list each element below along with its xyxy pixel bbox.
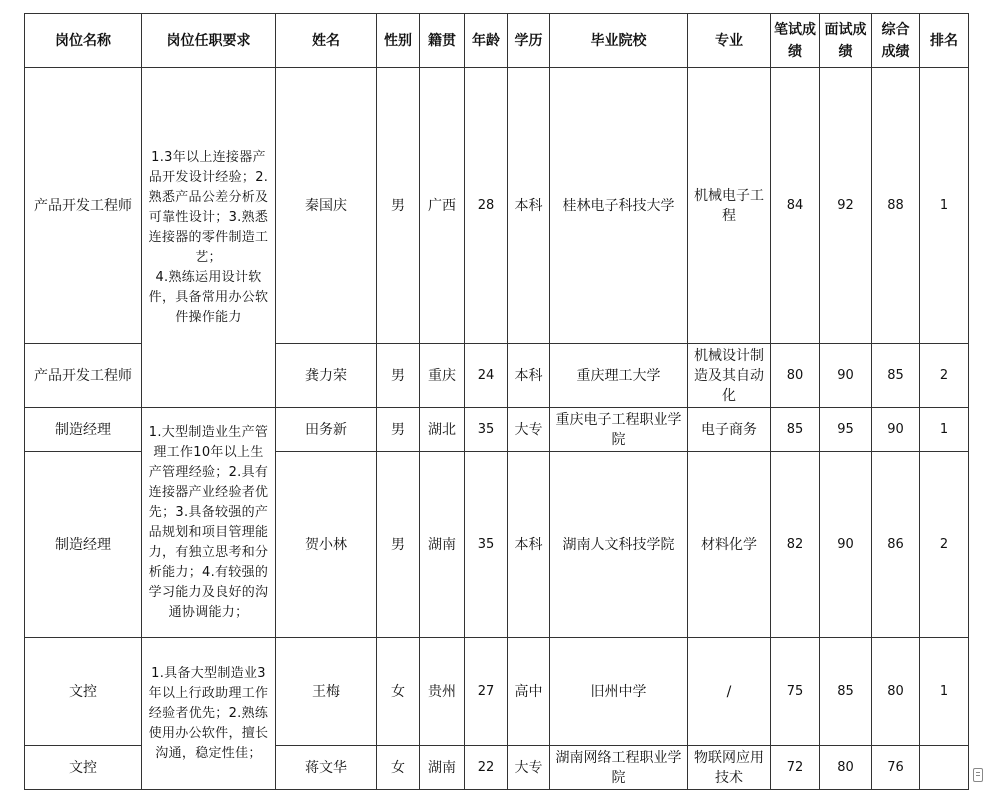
cell-gender: 男	[377, 344, 420, 408]
header-native-place: 籍贯	[420, 14, 465, 68]
cell-interview-score: 85	[820, 638, 872, 746]
cell-total-score: 88	[872, 68, 920, 344]
cell-education: 大专	[508, 408, 550, 452]
cell-rank: 1	[920, 68, 969, 344]
cell-gender: 男	[377, 68, 420, 344]
cell-written-score: 80	[771, 344, 820, 408]
header-row	[25, 14, 969, 68]
cell-school: 重庆电子工程职业学院	[550, 408, 688, 452]
cell-requirements: 1.大型制造业生产管理工作10年以上生产管理经验；2.具有连接器产业经验者优先；3.具备较强的产品规划和项目管理能力，有独立思考和分析能力；4.有较强的学习能力及良好的沟通协调能力；	[142, 408, 276, 638]
cell-major: 物联网应用技术	[688, 746, 771, 790]
cell-gender: 男	[377, 408, 420, 452]
cell-written-score: 85	[771, 408, 820, 452]
cell-interview-score: 90	[820, 452, 872, 638]
cell-gender: 男	[377, 452, 420, 638]
cell-requirements: 1.3年以上连接器产品开发设计经验；2.熟悉产品公差分析及可靠性设计；3.熟悉连接器的零件制造工艺； 4.熟练运用设计软件，具备常用办公软件操作能力	[142, 68, 276, 408]
cell-requirements: 1.具备大型制造业3年以上行政助理工作经验者优先；2.熟练使用办公软件，擅长沟通，稳定性佳；	[142, 638, 276, 790]
cell-position: 文控	[25, 746, 142, 790]
header-requirements: 岗位任职要求	[142, 14, 276, 68]
cell-native-place: 重庆	[420, 344, 465, 408]
cell-education: 高中	[508, 638, 550, 746]
cell-major: 机械设计制造及其自动化	[688, 344, 771, 408]
cell-name: 秦国庆	[276, 68, 377, 344]
table-row	[25, 68, 969, 344]
cell-name: 龚力荣	[276, 344, 377, 408]
cell-total-score: 86	[872, 452, 920, 638]
cell-rank: 1	[920, 638, 969, 746]
cell-school: 湖南网络工程职业学院	[550, 746, 688, 790]
cell-written-score: 75	[771, 638, 820, 746]
cell-gender: 女	[377, 638, 420, 746]
cell-name: 王梅	[276, 638, 377, 746]
header-total-score: 综合成绩	[872, 14, 920, 68]
cell-position: 制造经理	[25, 452, 142, 638]
cell-education: 本科	[508, 344, 550, 408]
cell-age: 22	[465, 746, 508, 790]
cell-education: 大专	[508, 746, 550, 790]
header-age: 年龄	[465, 14, 508, 68]
cell-rank	[920, 746, 969, 790]
cell-written-score: 84	[771, 68, 820, 344]
cell-interview-score: 90	[820, 344, 872, 408]
cell-native-place: 广西	[420, 68, 465, 344]
table-row	[25, 638, 969, 746]
cell-name: 田务新	[276, 408, 377, 452]
cell-age: 35	[465, 452, 508, 638]
cell-age: 28	[465, 68, 508, 344]
cell-total-score: 80	[872, 638, 920, 746]
cell-total-score: 76	[872, 746, 920, 790]
cell-total-score: 85	[872, 344, 920, 408]
cell-education: 本科	[508, 68, 550, 344]
cell-position: 制造经理	[25, 408, 142, 452]
header-name: 姓名	[276, 14, 377, 68]
cell-native-place: 湖北	[420, 408, 465, 452]
cell-age: 24	[465, 344, 508, 408]
cell-school: 桂林电子科技大学	[550, 68, 688, 344]
cell-written-score: 82	[771, 452, 820, 638]
cell-education: 本科	[508, 452, 550, 638]
cell-interview-score: 80	[820, 746, 872, 790]
cell-name: 贺小林	[276, 452, 377, 638]
cell-written-score: 72	[771, 746, 820, 790]
header-school: 毕业院校	[550, 14, 688, 68]
cell-rank: 2	[920, 452, 969, 638]
header-written-score: 笔试成绩	[771, 14, 820, 68]
cell-school: 湖南人文科技学院	[550, 452, 688, 638]
header-education: 学历	[508, 14, 550, 68]
cell-native-place: 贵州	[420, 638, 465, 746]
cell-interview-score: 92	[820, 68, 872, 344]
cell-name: 蒋文华	[276, 746, 377, 790]
table-row	[25, 408, 969, 452]
cell-total-score: 90	[872, 408, 920, 452]
header-position: 岗位名称	[25, 14, 142, 68]
header-major: 专业	[688, 14, 771, 68]
cell-position: 产品开发工程师	[25, 68, 142, 344]
cell-school: 重庆理工大学	[550, 344, 688, 408]
cell-age: 27	[465, 638, 508, 746]
cell-school: 旧州中学	[550, 638, 688, 746]
cell-major: 电子商务	[688, 408, 771, 452]
cell-major: 材料化学	[688, 452, 771, 638]
header-gender: 性别	[377, 14, 420, 68]
cell-gender: 女	[377, 746, 420, 790]
cell-position: 文控	[25, 638, 142, 746]
cell-native-place: 湖南	[420, 452, 465, 638]
cell-major: /	[688, 638, 771, 746]
cell-interview-score: 95	[820, 408, 872, 452]
cell-position: 产品开发工程师	[25, 344, 142, 408]
cell-rank: 1	[920, 408, 969, 452]
header-interview-score: 面试成绩	[820, 14, 872, 68]
cell-age: 35	[465, 408, 508, 452]
header-rank: 排名	[920, 14, 969, 68]
cell-native-place: 湖南	[420, 746, 465, 790]
candidate-score-table	[24, 13, 969, 790]
cell-major: 机械电子工程	[688, 68, 771, 344]
cell-rank: 2	[920, 344, 969, 408]
document-icon[interactable]	[973, 768, 983, 782]
